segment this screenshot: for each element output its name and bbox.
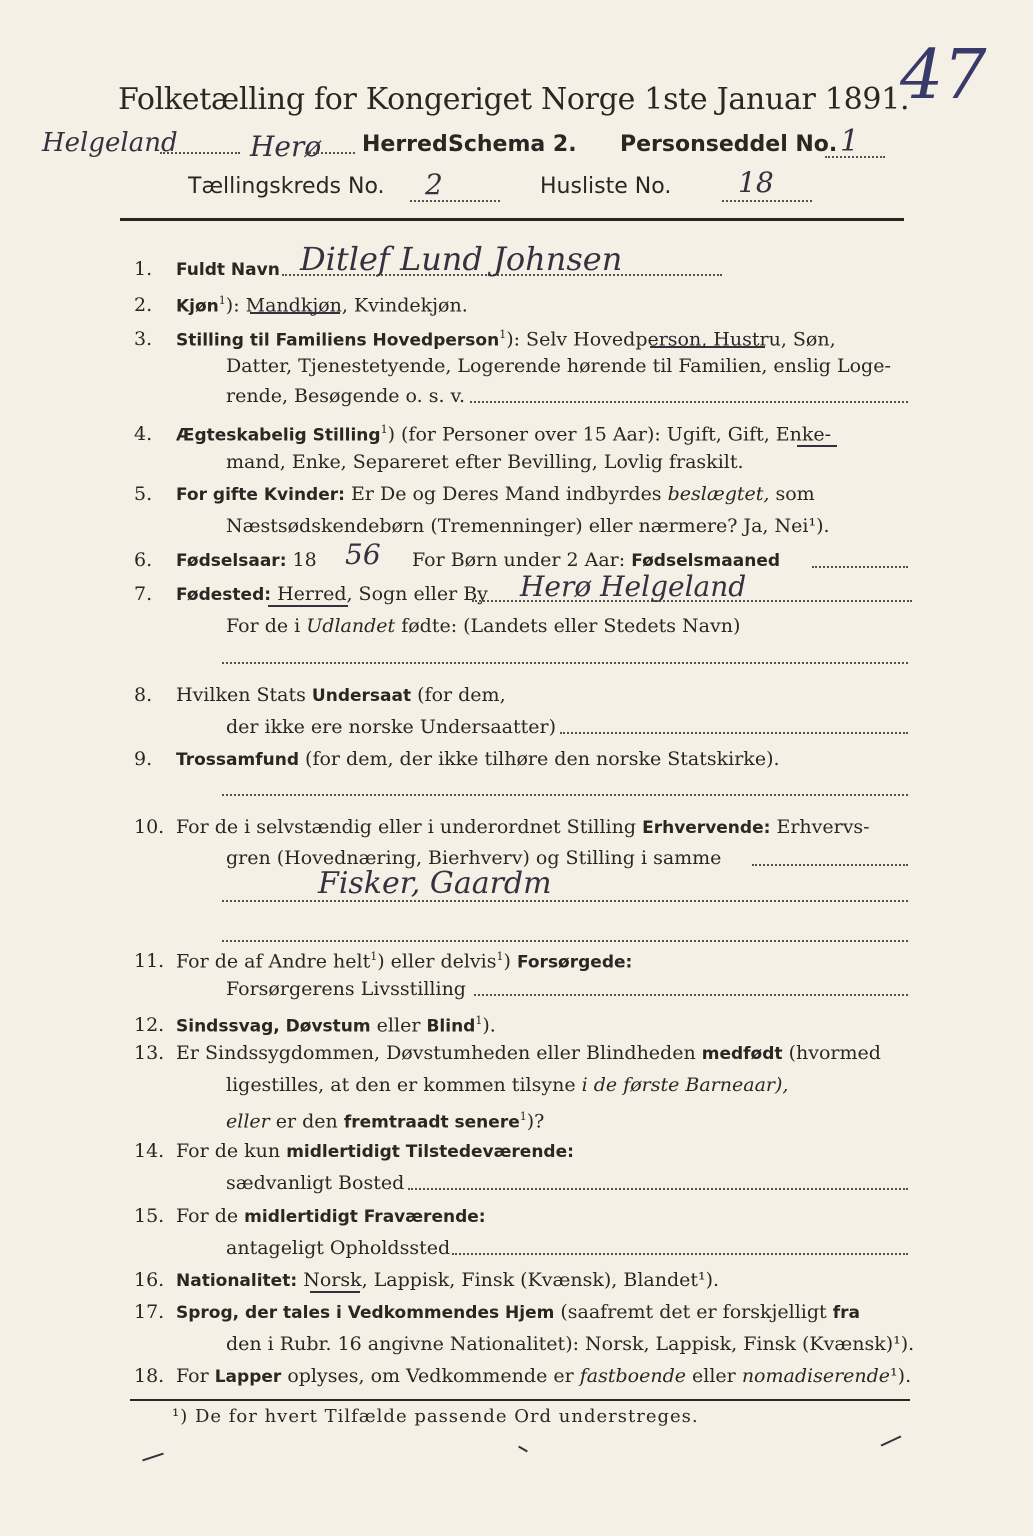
item-10: 10. For de i selvstændig eller i underordnet Stilling Erhvervende: Erhvervs- [134,816,870,838]
item-11: 11. For de af Andre helt$^1$) eller delvis$^1$) Forsørgede: [134,950,633,973]
item-2: 2. Kjøn$^1$): Mandkjøn, Kvindekjøn. [134,294,468,317]
item-15: 15. For de midlertidigt Fraværende: [134,1205,486,1227]
herred-label: Herred. [362,132,457,157]
item-3-line2: Datter, Tjenestetyende, Logerende hørende til Familien, enslig Loge- [226,355,891,377]
kreds-label: Tællingskreds No. [188,174,385,199]
hw-region: Helgeland [42,128,178,158]
corner-number: 47 [900,36,987,115]
item-13-line2: ligestilles, at den er kommen tilsyne i de første Barneaar), [226,1074,789,1096]
dots-herred [305,152,355,154]
dots-kreds [410,200,500,202]
item-5: 5. For gifte Kvinder: Er De og Deres Mand indbyrdes beslægtet, som [134,483,815,505]
hw-husliste: 18 [738,166,774,199]
dots-item-3 [470,401,908,403]
dots-item-8 [560,732,908,734]
hw-herred: Herø [250,130,322,163]
item-11-line2: Forsørgerens Livsstilling [226,978,466,1000]
stray-mark-right [881,1435,902,1446]
hw-kreds: 2 [425,168,443,201]
item-7: 7. Fødested: Herred, Sogn eller By [134,583,488,605]
personseddel-label: Personseddel No. [620,132,838,157]
underline-norsk [310,1291,360,1293]
form-title: Folketælling for Kongeriget Norge 1ste Januar 1891. [118,82,910,117]
dots-item-7b [222,662,908,664]
item-14: 14. For de kun midlertidigt Tilstedeværende: [134,1140,574,1162]
item-6-part2: For Børn under 2 Aar: Fødselsmaaned [412,549,781,571]
item-16: 16. Nationalitet: Norsk, Lappisk, Finsk (Kvænsk), Blandet¹). [134,1269,720,1291]
hw-name: Ditlef Lund Johnsen [300,240,623,278]
item-13-line3: eller er den fremtraadt senere$^1$)? [226,1110,545,1133]
item-3-line3: rende, Besøgende o. s. v. [226,385,466,407]
item-1: 1. Fuldt Navn [134,258,280,280]
husliste-label: Husliste No. [540,174,672,199]
footer-rule [130,1399,910,1401]
item-9: 9. Trossamfund (for dem, der ikke tilhøre den norske Statskirke). [134,748,780,770]
dots-item-9 [222,794,908,796]
item-4-line2: mand, Enke, Separeret efter Bevilling, Lovlig fraskilt. [226,451,744,473]
hw-birthyear: 56 [345,538,381,571]
item-12: 12. Sindssvag, Døvstum eller Blind$^1$). [134,1014,496,1037]
footnote: ¹) De for hvert Tilfælde passende Ord understreges. [172,1406,699,1427]
hw-occupation: Fisker, Gaardm [318,866,552,901]
hw-birthplace: Herø Helgeland [520,570,747,603]
item-7-line2: For de i Udlandet fødte: (Landets eller Stedets Navn) [226,615,741,637]
dots-item-15 [452,1253,908,1255]
item-6: 6. Fødselsaar: 18 [134,549,317,571]
dots-item-11 [474,994,908,996]
dots-region [160,152,240,154]
hw-personseddel-no: 1 [840,124,860,159]
item-5-line2: Næstsødskendebørn (Tremenninger) eller nærmere? Ja, Nei¹). [226,515,830,537]
item-18: 18. For Lapper oplyses, om Vedkommende er fastboende eller nomadiserende¹). [134,1365,912,1387]
item-14-line2: sædvanligt Bosted [226,1172,405,1194]
item-8: 8. Hvilken Stats Undersaat (for dem, [134,684,506,706]
underline-mandkjon [250,312,340,314]
item-17-line2: den i Rubr. 16 angivne Nationalitet): Norsk, Lappisk, Finsk (Kvænsk)¹). [226,1333,915,1355]
item-17: 17. Sprog, der tales i Vedkommendes Hjem (saafremt det er forskjelligt fra [134,1301,860,1323]
underline-gift [797,445,837,447]
item-10-line2: gren (Hovednæring, Bierhverv) og Stilling i samme [226,847,722,869]
item-13: 13. Er Sindssygdommen, Døvstumheden eller Blindheden medfødt (hvormed [134,1042,881,1064]
dots-item-10a [752,864,908,866]
item-4: 4. Ægteskabelig Stilling$^1$) (for Personer over 15 Aar): Ugift, Gift, Enke- [134,423,832,446]
underline-hovedperson [650,346,765,348]
stray-mark-left [142,1453,164,1462]
schema-label: Schema 2. [448,132,577,157]
underline-herred [268,605,348,607]
stray-mark-center [518,1446,528,1453]
item-3: 3. Stilling til Familiens Hovedperson$^1$): Selv Hovedperson, Hustru, Søn, [134,328,836,351]
item-8-line2: der ikke ere norske Undersaatter) [226,716,556,738]
dots-personseddel [825,156,885,158]
item-15-line2: antageligt Opholdssted [226,1237,451,1259]
dots-item-10c [222,940,908,942]
header-rule [120,218,904,221]
dots-item-6 [812,566,908,568]
dots-husliste [722,200,812,202]
dots-item-14 [408,1188,908,1190]
